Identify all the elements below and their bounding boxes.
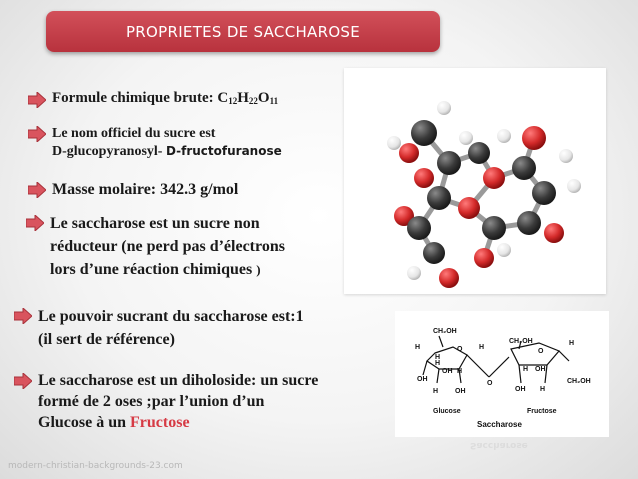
arrow-bullet-icon [26,215,44,231]
svg-text:H: H [415,344,421,351]
molecule-3d-image [344,68,606,294]
svg-text:O: O [538,348,544,355]
svg-text:H: H [540,386,546,393]
official-name-text: Le nom officiel du sucre est D-glucopyranosyl- D-fructofuranose [52,126,282,159]
svg-text:H: H [433,388,439,395]
formula-text: Formule chimique brute: $C_{12}H_{22}O_{11}$ [52,90,279,106]
arrow-bullet-icon [28,126,46,142]
svg-text:OH: OH [455,388,466,395]
sweetening-power-text: Le pouvoir sucrant du saccharose est:1 (il sert de référence) [38,308,304,349]
arrow-bullet-icon [14,373,32,389]
svg-text:OH: OH [515,386,526,393]
svg-text:O: O [457,346,463,353]
diholoside-text: Le saccharose est un diholoside: un sucre formé de 2 oses ;par l’union d’un Glucose à un Fructose [38,372,319,431]
svg-text:H: H [457,368,463,375]
arrow-bullet-icon [14,308,32,324]
caption-reflection: Saccharose [470,440,528,450]
svg-text:OH: OH [535,366,546,373]
svg-text:O: O [487,380,493,387]
svg-text:OH: OH [417,376,428,383]
slide-title: PROPRIETES DE SACCHAROSE [46,11,440,52]
svg-text:Saccharose: Saccharose [477,420,522,429]
svg-text:H: H [479,344,485,351]
svg-text:Glucose: Glucose [433,408,461,415]
watermark: modern-christian-backgrounds-23.com [8,461,183,471]
svg-text:H: H [523,366,529,373]
svg-text:Fructose: Fructose [527,408,557,415]
svg-text:H: H [435,354,441,361]
arrow-bullet-icon [28,182,46,198]
sucrose-structure-diagram [395,311,609,437]
molar-mass-text: Masse molaire: 342.3 g/mol [52,181,239,198]
svg-text:OH: OH [442,368,453,375]
svg-text:H: H [435,360,441,367]
svg-text:CH₂OH: CH₂OH [567,378,591,385]
svg-text:H: H [569,340,575,347]
svg-text:CH₂OH: CH₂OH [509,338,533,345]
arrow-bullet-icon [28,92,46,108]
non-reducing-text: Le saccharose est un sucre non réducteur (ne perd pas d’électrons lors d’une réaction chimiques ) [50,215,285,279]
struct-label: CH₂OH [433,328,457,335]
